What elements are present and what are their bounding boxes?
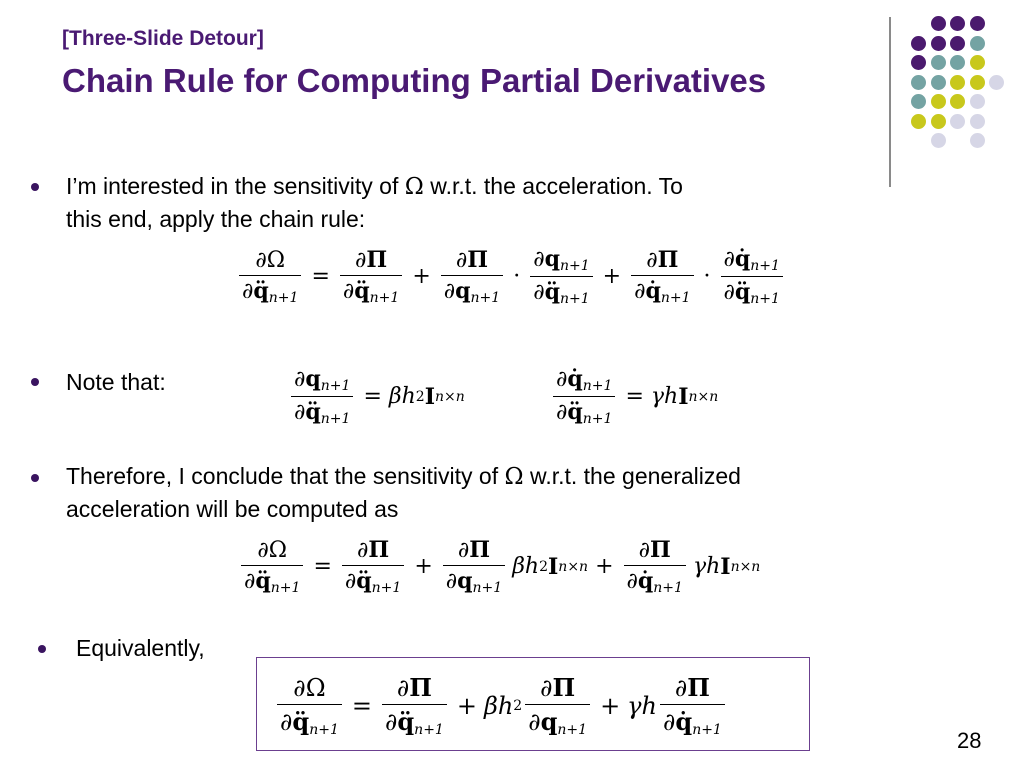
decorative-dot xyxy=(911,55,926,70)
slide-subtitle: [Three-Slide Detour] xyxy=(62,27,264,50)
decorative-dot xyxy=(970,114,985,129)
frac-dOmega-dqdd: $\frac{\partial\Omega}{\partial q̈_{n+1}}$ xyxy=(239,248,301,306)
bullet-3-line2: acceleration will be computed as xyxy=(66,496,399,522)
decorative-dot xyxy=(950,114,965,129)
frac-dPi-dqd-3: $\frac{\partial\Pi}{\partial q̇_{n+1}}$ xyxy=(660,673,725,738)
decorative-dot xyxy=(931,55,946,70)
bullet-marker xyxy=(38,645,46,653)
decorative-dot xyxy=(970,16,985,31)
decorative-dot xyxy=(911,114,926,129)
decorative-dot xyxy=(931,94,946,109)
bullet-2-text: Note that: xyxy=(66,369,166,395)
decorative-dot xyxy=(950,55,965,70)
frac-dq-dqdd: $\frac{\partial q_{n+1}}{\partial q̈_{n+1}}$ xyxy=(530,246,592,307)
frac-dPi-dqdd-3: $\frac{\partial\Pi}{\partial q̈_{n+1}}$ xyxy=(382,673,447,738)
omega-symbol: Ω xyxy=(504,464,524,490)
decorative-dot xyxy=(950,94,965,109)
page-number: 28 xyxy=(957,728,982,753)
decorative-dot xyxy=(950,75,965,90)
frac-dPi-dq: $\frac{\partial\Pi}{\partial q_{n+1}}$ xyxy=(441,247,503,306)
bullet-1-line1a: I’m interested in the sensitivity of xyxy=(66,173,405,199)
bullet-marker xyxy=(31,183,39,191)
decorative-dot xyxy=(989,75,1004,90)
bullet-1-text xyxy=(66,170,683,235)
decorative-dot xyxy=(970,75,985,90)
frac-dPi-dqdd-2: $\frac{\partial\Pi}{\partial q̈_{n+1}}$ xyxy=(342,537,404,596)
bullet-3-line1b: w.r.t. the generalized xyxy=(523,463,741,489)
frac-dqd-dqdd: $\frac{\partial q̇_{n+1}}{\partial q̈_{n+1}}$ xyxy=(721,246,783,307)
bullet-marker xyxy=(31,474,39,482)
frac-dPi-dqd: $\frac{\partial\Pi}{\partial q̇_{n+1}}$ xyxy=(631,247,693,306)
decorative-dot xyxy=(970,36,985,51)
decorative-dot xyxy=(950,16,965,31)
frac-dOmega-dqdd-3: $\frac{\partial\Omega}{\partial q̈_{n+1}}$ xyxy=(277,674,342,738)
decorative-dot xyxy=(950,36,965,51)
bullet-3-text xyxy=(66,460,741,525)
equation-sensitivity: $\frac{\partial\Omega}{\partial q̈_{n+1}}$ = $\frac{\partial\Pi}{\partial q̈_{n+1}}$ + $\frac{\partial\Pi}{\partial q_{n+1}}$ βh 2 I n×n + $\frac{\partial\Pi}{\partial q̇_{n+1}}$ γh I n×n xyxy=(238,537,760,596)
decorative-dot xyxy=(970,133,985,148)
decorative-dot xyxy=(911,75,926,90)
bullet-4-text: Equivalently, xyxy=(76,635,205,661)
decorative-dot xyxy=(970,55,985,70)
equation-chain-rule: $\frac{\partial\Omega}{\partial q̈_{n+1}}$ = $\frac{\partial\Pi}{\partial q̈_{n+1}}$ + $\frac{\partial\Pi}{\partial q_{n+1}}$ · $\frac{\partial q_{n+1}}{\partial q̈_{n+1}}$ + $\frac{\partial\Pi}{\partial q̇_{n+1}}$ · $\frac{\partial q̇_{n+1}}{\partial q̈_{n+1}}$ xyxy=(236,246,786,307)
decorative-dot xyxy=(911,94,926,109)
bullet-marker xyxy=(31,378,39,386)
bullet-1-line2: this end, apply the chain rule: xyxy=(66,206,366,232)
bullet-1-line1b: w.r.t. the acceleration. To xyxy=(423,173,683,199)
frac-dPi-dq-3: $\frac{\partial\Pi}{\partial q_{n+1}}$ xyxy=(525,673,590,738)
decorative-dot xyxy=(931,114,946,129)
decorative-dot xyxy=(931,16,946,31)
decorative-dot xyxy=(931,36,946,51)
decorative-dot xyxy=(911,36,926,51)
equation-final: $\frac{\partial\Omega}{\partial q̈_{n+1}}$ = $\frac{\partial\Pi}{\partial q̈_{n+1}}$ + βh 2 $\frac{\partial\Pi}{\partial q_{n+1}}$ + γh $\frac{\partial\Pi}{\partial q̇_{n+1}}$ xyxy=(274,673,728,738)
bullet-3-line1a: Therefore, I conclude that the sensitivity of xyxy=(66,463,505,489)
equation-dq-dqdd: $\frac{\partial q_{n+1}}{\partial q̈_{n+1}}$ = βh 2 I n×n xyxy=(288,366,465,427)
slide-title: Chain Rule for Computing Partial Derivatives xyxy=(62,62,767,99)
frac-dqd-dqdd-note: $\frac{\partial q̇_{n+1}}{\partial q̈_{n+1}}$ xyxy=(553,366,615,427)
frac-dPi-dqd-2: $\frac{\partial\Pi}{\partial q̇_{n+1}}$ xyxy=(624,537,686,596)
equation-dqd-dqdd: $\frac{\partial q̇_{n+1}}{\partial q̈_{n+1}}$ = γh I n×n xyxy=(550,366,718,427)
frac-dPi-dqdd: $\frac{\partial\Pi}{\partial q̈_{n+1}}$ xyxy=(340,247,402,306)
decorative-dot xyxy=(931,133,946,148)
omega-symbol: Ω xyxy=(404,174,424,200)
frac-dOmega-dqdd-2: $\frac{\partial\Omega}{\partial q̈_{n+1}}$ xyxy=(241,538,303,596)
frac-dq-dqdd-note: $\frac{\partial q_{n+1}}{\partial q̈_{n+1}}$ xyxy=(291,366,353,427)
decorative-dot xyxy=(970,94,985,109)
frac-dPi-dq-2: $\frac{\partial\Pi}{\partial q_{n+1}}$ xyxy=(443,537,505,596)
divider-line xyxy=(889,17,891,187)
decorative-dot xyxy=(931,75,946,90)
